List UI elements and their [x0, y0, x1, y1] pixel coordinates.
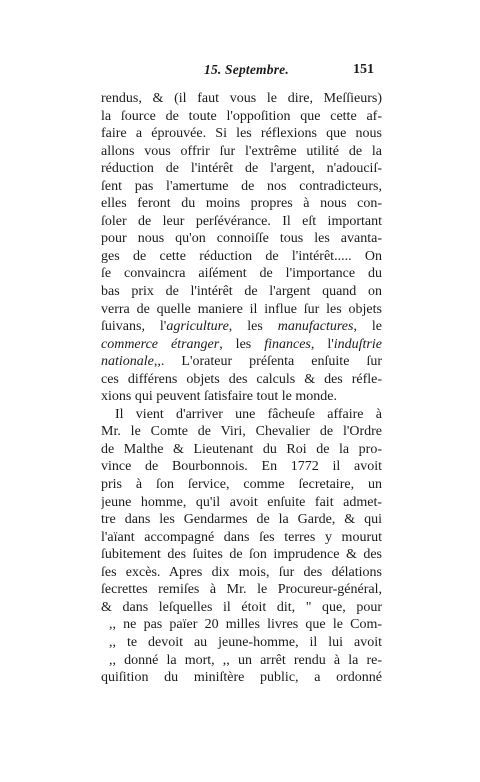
text-line	[101, 318, 382, 336]
text-segment: , les	[219, 336, 265, 352]
text-segment: Il vient d'arriver une fâcheuſe affaire à	[115, 406, 382, 422]
italic-text: manufactures	[277, 319, 354, 335]
text-line	[101, 476, 382, 494]
text-segment: rendus, & (il faut vous le dire, Meſſieurs)	[101, 91, 382, 106]
text-line	[101, 143, 382, 161]
text-line	[101, 546, 382, 564]
text-line	[101, 283, 382, 301]
text-segment: réduction de l'intérêt de l'argent, n'adouciſ-	[101, 161, 382, 177]
text-segment: la ſource de toute l'oppoſition que cette af-	[101, 108, 382, 124]
text-line	[101, 371, 382, 389]
italic-text: agriculture	[166, 319, 229, 335]
text-line	[101, 616, 382, 634]
text-line	[101, 494, 382, 512]
text-line	[101, 458, 382, 476]
text-segment: , l'	[310, 336, 334, 352]
text-line	[101, 423, 382, 441]
text-line	[101, 511, 382, 529]
text-line	[101, 125, 382, 143]
text-segment: ,, donné la mort, ,, un arrêt rendu à la re-	[109, 652, 382, 668]
text-segment: l'aïant accompagné dans ſes terres y mourut	[101, 529, 382, 545]
text-line	[101, 230, 382, 248]
text-segment: ces différens objets des calculs & des réfle-	[101, 371, 382, 387]
text-segment: de Malthe & Lieutenant du Roi de la pro-	[101, 441, 382, 457]
text-line	[101, 581, 382, 599]
text-line	[101, 669, 382, 687]
text-line	[101, 248, 382, 266]
text-line	[101, 160, 382, 178]
text-segment: ges de cette réduction de l'intérêt..... On	[101, 248, 382, 264]
text-line	[101, 529, 382, 547]
text-line	[101, 336, 382, 354]
text-segment: & dans leſquelles il étoit dit, " que, pour	[101, 599, 382, 615]
text-line	[101, 388, 382, 406]
text-line	[101, 441, 382, 459]
text-line	[101, 301, 382, 319]
text-segment: ,,. L'orateur préſenta enſuite ſur	[153, 354, 382, 370]
text-segment: quiſition du miniſtère public, a ordonné	[101, 670, 382, 686]
text-segment: jeune homme, qu'il avoit enſuite fait admet-	[101, 494, 382, 510]
text-segment: tre dans les Gendarmes de la Garde, & qui	[101, 512, 382, 528]
text-segment: ſubitement des ſuites de ſon imprudence & des	[101, 547, 382, 563]
text-line	[101, 353, 382, 371]
text-line	[101, 652, 382, 670]
italic-text: induſtrie	[333, 336, 382, 352]
text-line	[101, 108, 382, 126]
text-line	[101, 178, 382, 196]
text-segment: elles feront du moins propres à nous con-	[101, 196, 382, 212]
text-segment: verra de quelle maniere il influe ſur les objets	[101, 301, 382, 317]
text-segment: bas prix de l'intérêt de l'argent quand on	[101, 284, 382, 300]
text-segment: ,, ne pas païer 20 milles livres que le Com-	[109, 617, 382, 633]
text-segment: Mr. le Comte de Viri, Chevalier de l'Ordre	[101, 424, 382, 440]
text-line	[101, 90, 382, 108]
text-segment: ſe convaincra aiſément de l'importance du	[101, 266, 382, 282]
text-line	[101, 406, 382, 424]
text-line	[101, 265, 382, 283]
running-head-date: 15. Septembre.	[204, 62, 289, 77]
text-segment: , les	[228, 319, 278, 335]
text-segment: pris à ſon ſervice, comme ſecretaire, un	[101, 477, 382, 493]
text-segment: , le	[353, 319, 382, 335]
text-line	[101, 564, 382, 582]
text-segment: ſent pas l'amertume de nos contradicteurs,	[101, 178, 382, 194]
text-segment: allons vous offrir ſur l'extrême utilité de la	[101, 143, 382, 159]
text-segment: faire a éprouvée. Si les réflexions que nous	[101, 126, 382, 142]
text-segment: ſuivans, l'	[101, 319, 167, 335]
italic-text: commerce étranger	[101, 336, 220, 352]
text-segment: ſecrettes remiſes à Mr. le Procureur-général,	[101, 582, 382, 598]
body-text	[101, 90, 382, 687]
text-segment: pour nous qu'on connoiſſe tous les avanta-	[101, 231, 382, 247]
text-line	[101, 195, 382, 213]
italic-text: finances	[264, 336, 311, 352]
text-line	[101, 599, 382, 617]
text-segment: vince de Bourbonnois. En 1772 il avoit	[101, 459, 382, 475]
text-segment: ,, te devoit au jeune-homme, il lui avoit	[109, 634, 382, 650]
italic-text: nationale	[101, 354, 154, 370]
text-segment: ſoler de leur perſévérance. Il eſt important	[101, 213, 382, 229]
running-head	[0, 62, 480, 82]
text-segment: xions qui peuvent ſatisfaire tout le monde.	[101, 389, 338, 405]
text-line	[101, 634, 382, 652]
page-number: 151	[353, 62, 374, 77]
text-line	[101, 213, 382, 231]
text-segment: ſes excès. Apres dix mois, ſur des délations	[101, 564, 382, 580]
